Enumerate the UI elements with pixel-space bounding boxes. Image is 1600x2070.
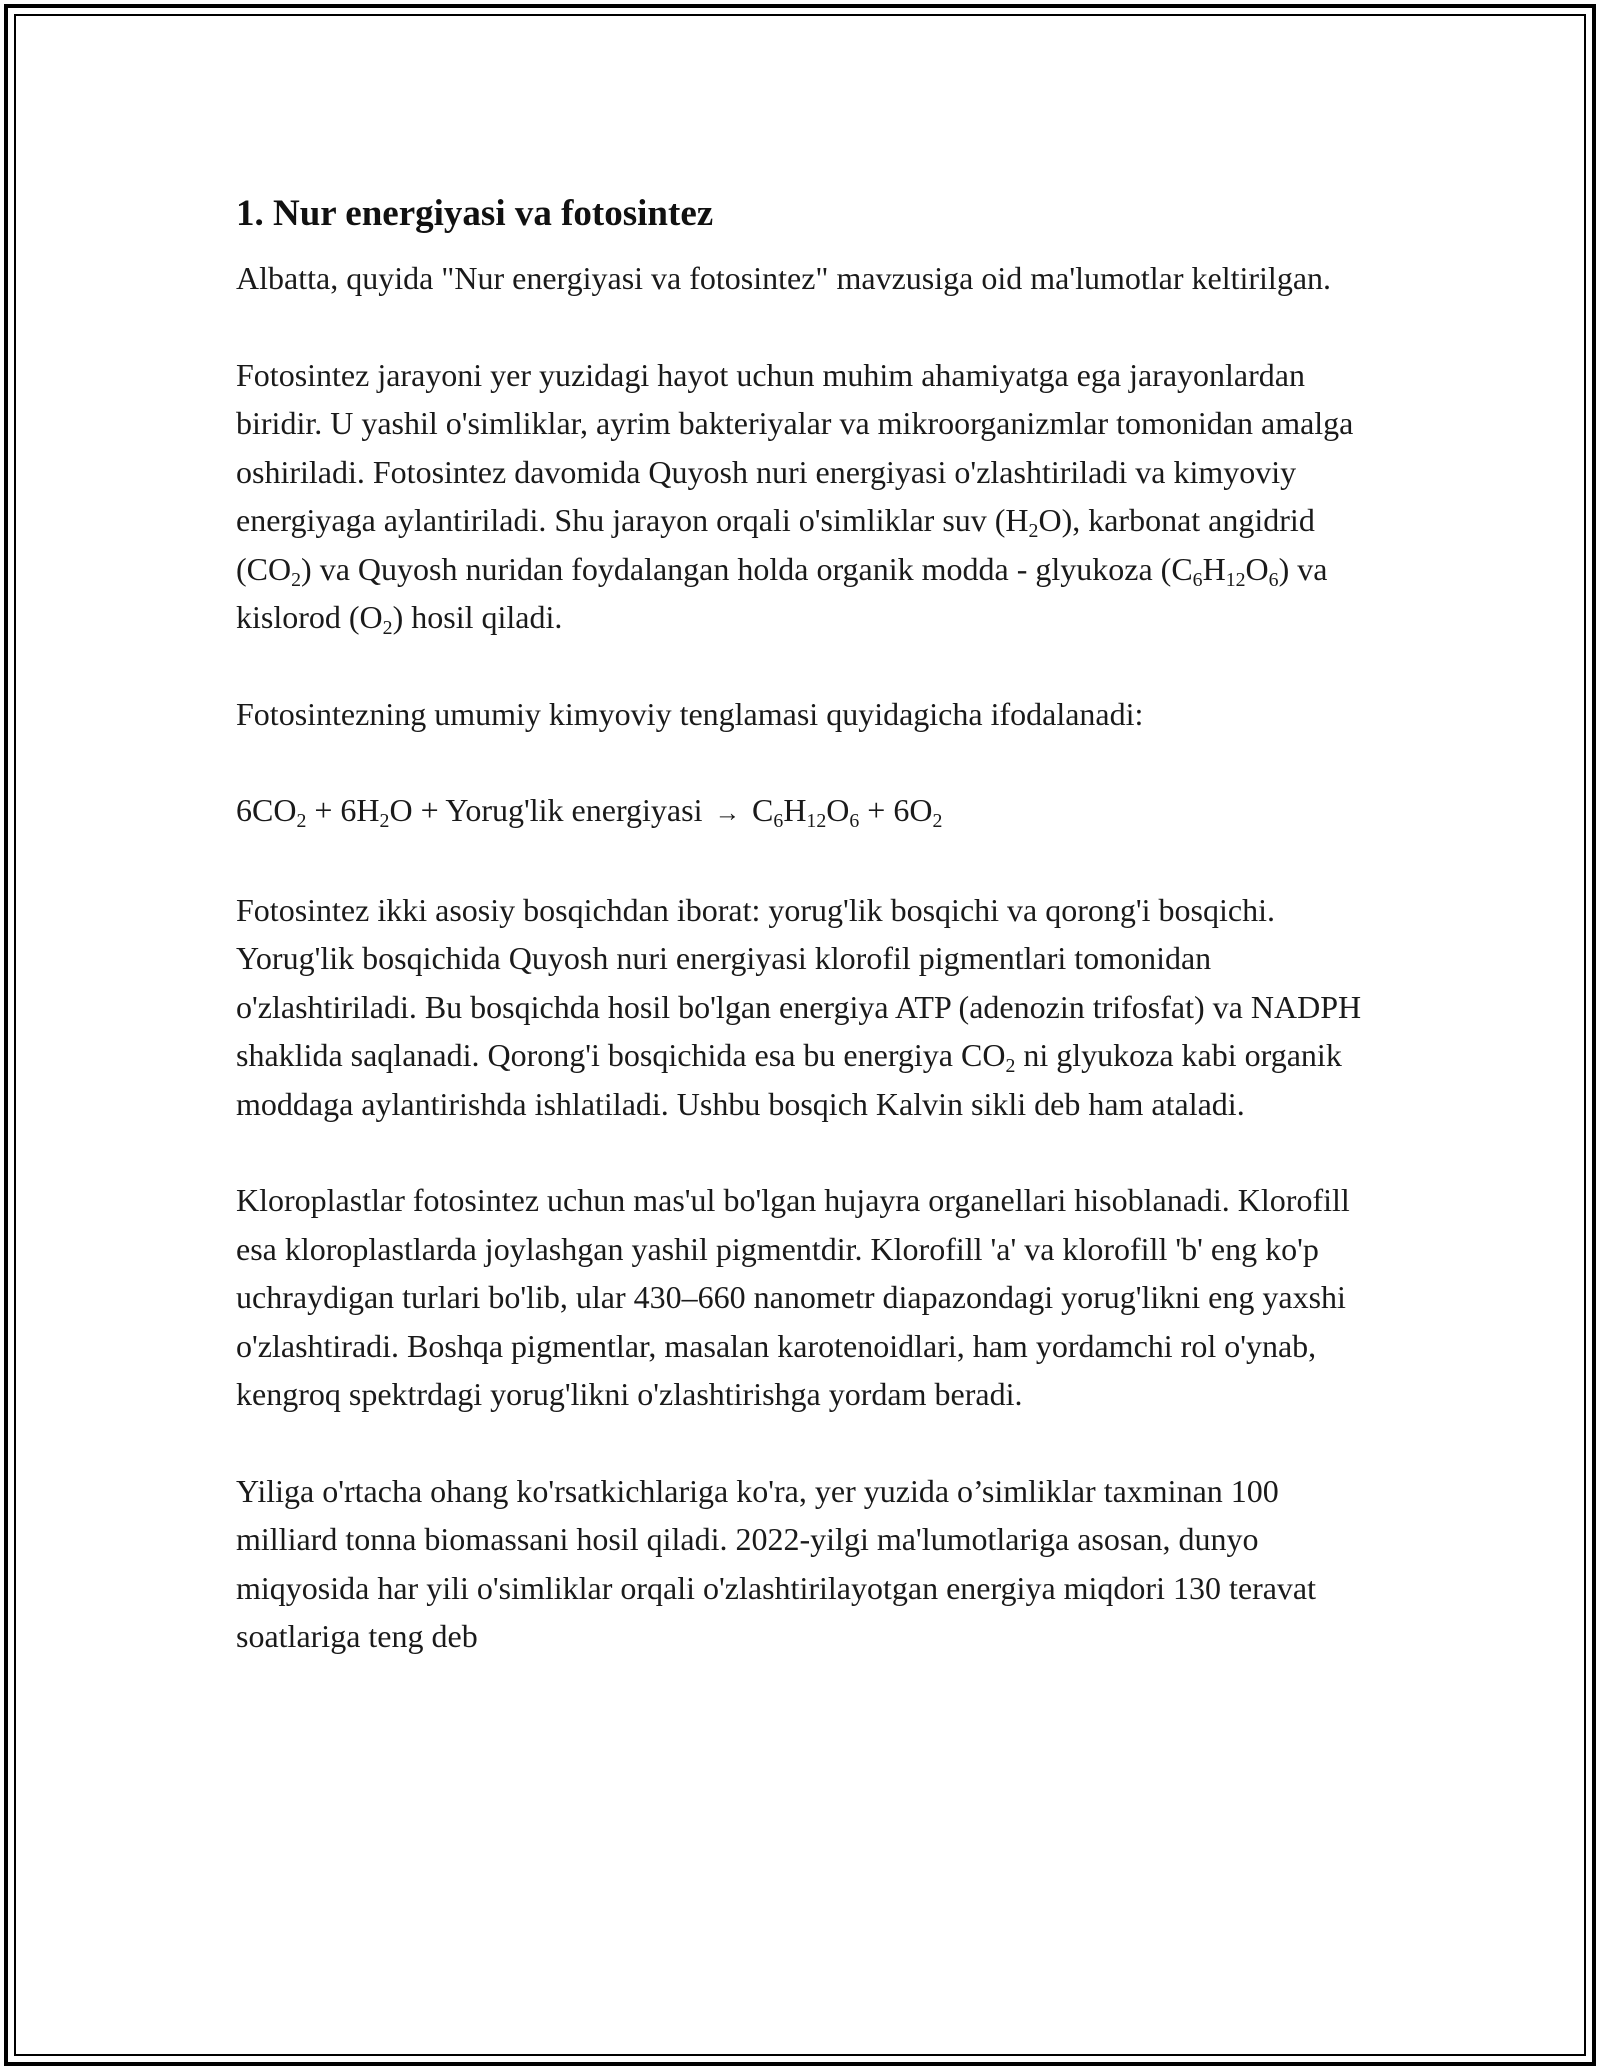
subscript: 2 <box>379 809 390 832</box>
intro-paragraph: Albatta, quyida "Nur energiyasi va fotosintez" mavzusiga oid ma'lumotlar keltirilgan. <box>236 260 1332 296</box>
text-run: O), karbonat angidrid (CO <box>236 502 1315 587</box>
equation-term: + 6O <box>859 792 933 828</box>
subscript: 2 <box>296 809 307 832</box>
equation-term: + 6H <box>306 792 380 828</box>
subscript: 2 <box>1005 1054 1016 1077</box>
text-run: ) hosil qiladi. <box>392 599 563 635</box>
subscript: 6 <box>849 809 860 832</box>
subscript: 6 <box>1192 568 1203 591</box>
text-run: Fotosintez jarayoni yer yuzidagi hayot uchun muhim ahamiyatga ega jarayonlardan biridir. U yashil o'simliklar, ayrim bakteriyalar va mikroorganizmlar tomonidan amalga oshiriladi. Fotosintez davomida Quyosh nuri energiyasi o'zlashtiriladi va kimyoviy energiyaga aylantiriladi. Shu jarayon orqali o'simliklar suv (H <box>236 356 1354 538</box>
subscript: 12 <box>1225 568 1246 591</box>
equation-term: O <box>826 792 850 828</box>
equation-term: H <box>783 792 807 828</box>
subscript: 2 <box>932 809 943 832</box>
photosynthesis-equation <box>236 786 1376 838</box>
document-body <box>236 186 1376 1709</box>
text-run: ni glyukoza kabi organik moddaga aylantirishda ishlatiladi. Ushbu bosqich Kalvin sikli deb ham ataladi. <box>236 1037 1342 1122</box>
subscript: 2 <box>291 568 302 591</box>
chloroplast-paragraph: Kloroplastlar fotosintez uchun mas'ul bo'lgan hujayra organellari hisoblanadi. Klorofill esa kloroplastlarda joylashgan yashil pigmentdir. Klorofill 'a' va klorofill 'b' eng ko'p uchraydigan turlari bo'lib, ular 430–660 nanometr diapazondagi yorug'likni eng yaxshi o'zlashtiradi. Boshqa pigmentlar, masalan karotenoidlari, ham yordamchi rol o'ynab, kengroq spektrdagi yorug'likni o'zlashtirishga yordam beradi. <box>236 1182 1350 1412</box>
text-run: ) va kislorod (O <box>236 550 1328 635</box>
text-run: O <box>1245 550 1269 587</box>
subscript: 6 <box>773 809 784 832</box>
reaction-arrow-icon: → <box>714 798 741 827</box>
equation-term: C <box>744 792 774 828</box>
subscript: 12 <box>806 809 827 832</box>
biomass-paragraph: Yiliga o'rtacha ohang ko'rsatkichlariga ko'ra, yer yuzida o’simliklar taxminan 100 milliard tonna biomassani hosil qiladi. 2022-yilgi ma'lumotlariga asosan, dunyo miqyosida har yili o'simliklar orqali o'zlashtirilayotgan energiya miqdori 130 teravat soatlariga teng deb <box>236 1472 1317 1654</box>
text-run: ) va Quyosh nuridan foydalangan holda organik modda - glyukoza (C <box>301 550 1193 587</box>
subscript: 2 <box>382 616 393 639</box>
equation-term: 6CO <box>236 792 297 828</box>
text-run: Fotosintez ikki asosiy bosqichdan iborat: yorug'lik bosqichi va qorong'i bosqichi. Yorug'lik bosqichida Quyosh nuri energiyasi klorofil pigmentlari tomonidan o'zlashtiriladi. Bu bosqichda hosil bo'lgan energiya ATP (adenozin trifosfat) va NADPH shaklida saqlanadi. Qorong'i bosqichida esa bu energiya CO <box>236 891 1362 1073</box>
photosynthesis-overview-paragraph <box>236 351 1376 642</box>
subscript: 6 <box>1268 568 1279 591</box>
section-heading: 1. Nur energiyasi va fotosintez <box>236 193 714 234</box>
text-run: H <box>1202 550 1226 587</box>
stages-paragraph <box>236 886 1376 1129</box>
equation-intro-paragraph: Fotosintezning umumiy kimyoviy tenglamasi quyidagicha ifodalanadi: <box>236 695 1144 732</box>
equation-term: O + Yorug'lik energiyasi <box>389 792 711 828</box>
subscript: 2 <box>1028 519 1039 542</box>
